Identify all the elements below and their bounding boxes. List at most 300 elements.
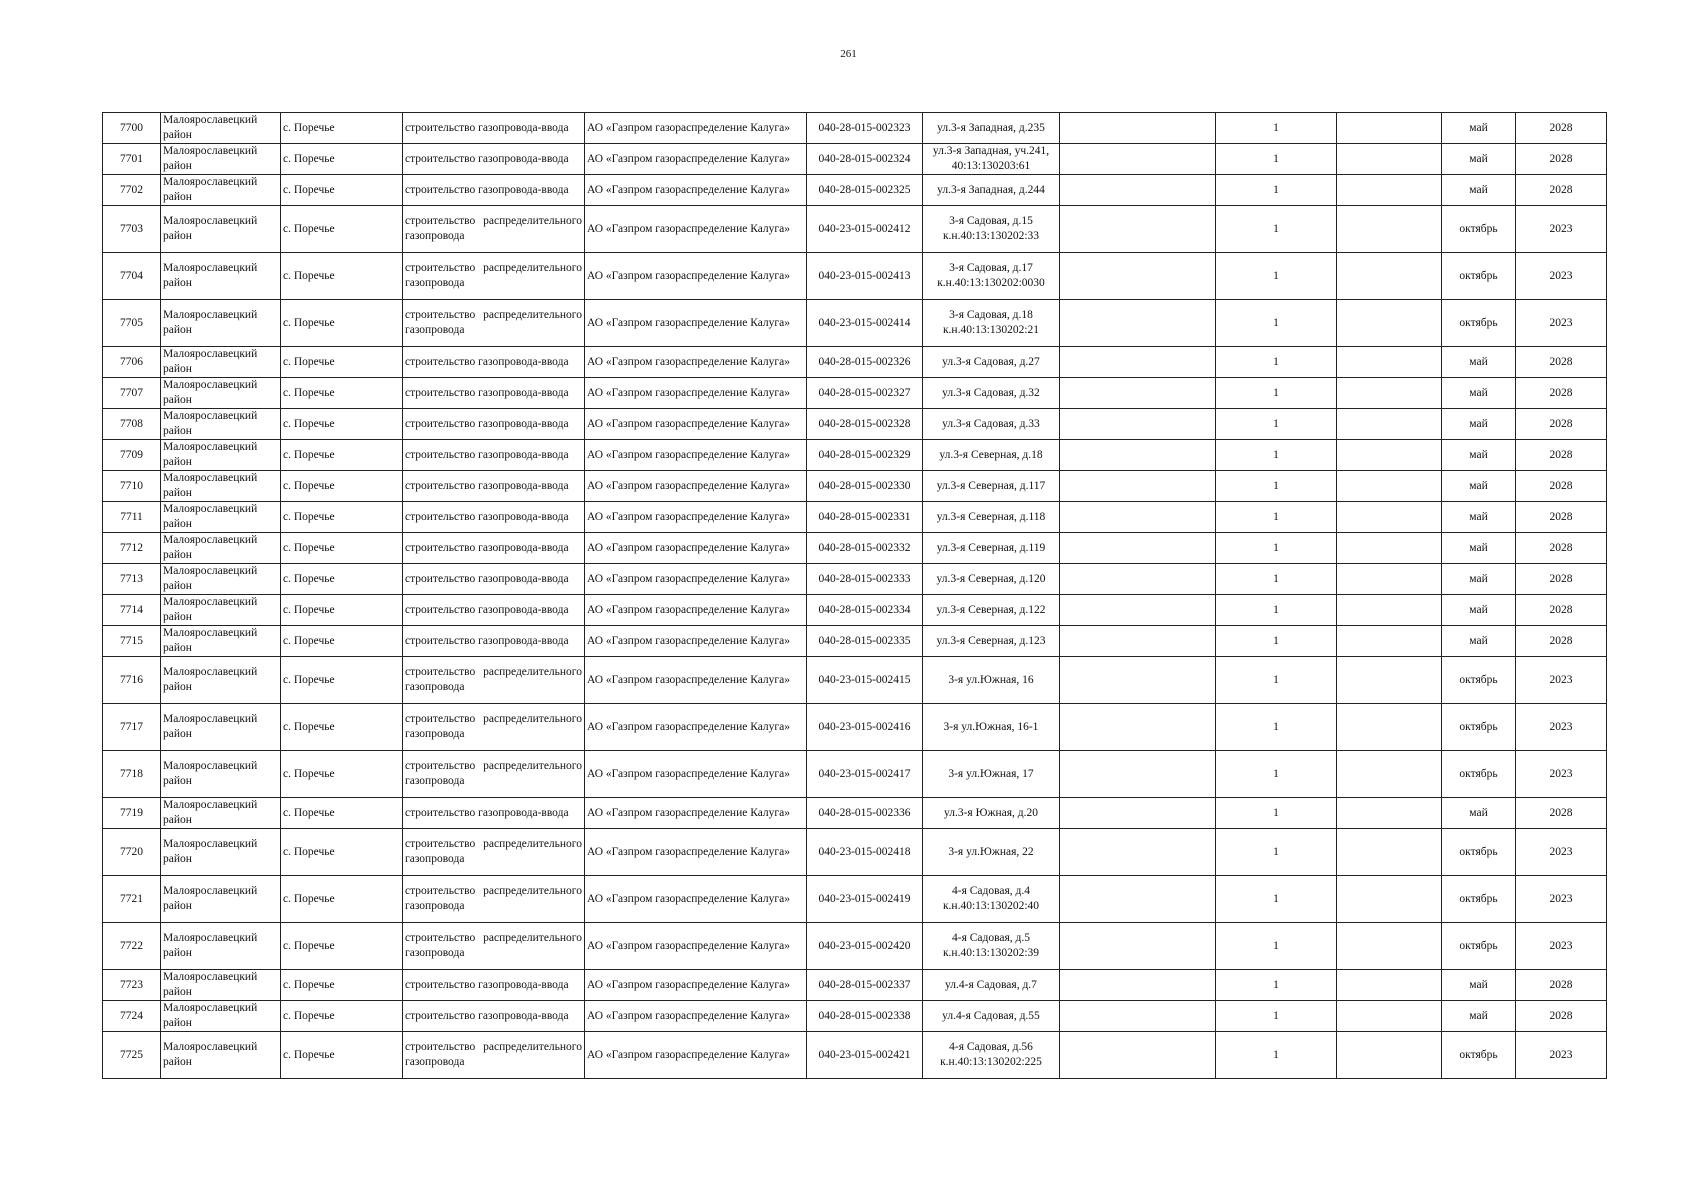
table-row <box>103 409 1607 440</box>
year-cell: 2023 <box>1516 923 1607 970</box>
table-row <box>103 175 1607 206</box>
month-cell: октябрь <box>1442 300 1516 347</box>
organization-cell: АО «Газпром газораспределение Калуга» <box>585 533 807 564</box>
empty-cell <box>1060 144 1216 175</box>
code-cell: 040-28-015-002330 <box>807 471 923 502</box>
organization-cell: АО «Газпром газораспределение Калуга» <box>585 253 807 300</box>
district-cell: Малоярославецкий район <box>161 300 281 347</box>
empty-cell <box>1060 175 1216 206</box>
empty-cell <box>1060 970 1216 1001</box>
settlement-cell: с. Поречье <box>281 564 403 595</box>
year-cell: 2028 <box>1516 595 1607 626</box>
address-cell: ул.3-я Северная, д.120 <box>923 564 1060 595</box>
district-cell: Малоярославецкий район <box>161 970 281 1001</box>
organization-cell: АО «Газпром газораспределение Калуга» <box>585 564 807 595</box>
organization-cell: АО «Газпром газораспределение Калуга» <box>585 1032 807 1079</box>
year-cell: 2023 <box>1516 751 1607 798</box>
table-row <box>103 704 1607 751</box>
code-cell: 040-23-015-002415 <box>807 657 923 704</box>
code-cell: 040-28-015-002323 <box>807 113 923 144</box>
district-cell: Малоярославецкий район <box>161 206 281 253</box>
row-number: 7706 <box>103 347 161 378</box>
address-cell: 3-я ул.Южная, 17 <box>923 751 1060 798</box>
district-cell: Малоярославецкий район <box>161 113 281 144</box>
month-cell: май <box>1442 595 1516 626</box>
table-row <box>103 378 1607 409</box>
work-type-cell: строительство распределительного газопровода <box>403 829 585 876</box>
table-row <box>103 1001 1607 1032</box>
address-cell: ул.3-я Северная, д.119 <box>923 533 1060 564</box>
year-cell: 2028 <box>1516 347 1607 378</box>
work-type-cell: строительство распределительного газопровода <box>403 300 585 347</box>
year-cell: 2023 <box>1516 206 1607 253</box>
empty-cell <box>1337 253 1442 300</box>
address-cell: ул.3-я Северная, д.18 <box>923 440 1060 471</box>
settlement-cell: с. Поречье <box>281 347 403 378</box>
registry-table <box>102 112 1607 1079</box>
district-cell: Малоярославецкий район <box>161 471 281 502</box>
row-number: 7714 <box>103 595 161 626</box>
quantity-cell: 1 <box>1216 300 1337 347</box>
work-type-cell: строительство газопровода-ввода <box>403 626 585 657</box>
empty-cell <box>1060 564 1216 595</box>
year-cell: 2028 <box>1516 113 1607 144</box>
year-cell: 2023 <box>1516 1032 1607 1079</box>
month-cell: май <box>1442 378 1516 409</box>
year-cell: 2028 <box>1516 533 1607 564</box>
year-cell: 2028 <box>1516 502 1607 533</box>
work-type-cell: строительство газопровода-ввода <box>403 798 585 829</box>
work-type-cell: строительство газопровода-ввода <box>403 533 585 564</box>
organization-cell: АО «Газпром газораспределение Калуга» <box>585 300 807 347</box>
settlement-cell: с. Поречье <box>281 829 403 876</box>
code-cell: 040-23-015-002414 <box>807 300 923 347</box>
code-cell: 040-23-015-002416 <box>807 704 923 751</box>
empty-cell <box>1060 113 1216 144</box>
table-row <box>103 206 1607 253</box>
work-type-cell: строительство газопровода-ввода <box>403 144 585 175</box>
code-cell: 040-23-015-002419 <box>807 876 923 923</box>
settlement-cell: с. Поречье <box>281 595 403 626</box>
table-row <box>103 502 1607 533</box>
empty-cell <box>1060 300 1216 347</box>
organization-cell: АО «Газпром газораспределение Калуга» <box>585 471 807 502</box>
year-cell: 2028 <box>1516 409 1607 440</box>
settlement-cell: с. Поречье <box>281 113 403 144</box>
year-cell: 2028 <box>1516 798 1607 829</box>
address-cell: 3-я ул.Южная, 22 <box>923 829 1060 876</box>
code-cell: 040-28-015-002336 <box>807 798 923 829</box>
quantity-cell: 1 <box>1216 876 1337 923</box>
settlement-cell: с. Поречье <box>281 1001 403 1032</box>
settlement-cell: с. Поречье <box>281 206 403 253</box>
work-type-cell: строительство газопровода-ввода <box>403 502 585 533</box>
empty-cell <box>1337 923 1442 970</box>
code-cell: 040-28-015-002325 <box>807 175 923 206</box>
row-number: 7713 <box>103 564 161 595</box>
district-cell: Малоярославецкий район <box>161 751 281 798</box>
quantity-cell: 1 <box>1216 751 1337 798</box>
code-cell: 040-28-015-002328 <box>807 409 923 440</box>
month-cell: май <box>1442 970 1516 1001</box>
empty-cell <box>1337 970 1442 1001</box>
empty-cell <box>1337 564 1442 595</box>
quantity-cell: 1 <box>1216 144 1337 175</box>
quantity-cell: 1 <box>1216 970 1337 1001</box>
quantity-cell: 1 <box>1216 113 1337 144</box>
quantity-cell: 1 <box>1216 253 1337 300</box>
table-row <box>103 970 1607 1001</box>
table-row <box>103 876 1607 923</box>
address-cell: ул.3-я Западная, д.235 <box>923 113 1060 144</box>
row-number: 7704 <box>103 253 161 300</box>
table-row <box>103 1032 1607 1079</box>
district-cell: Малоярославецкий район <box>161 923 281 970</box>
district-cell: Малоярославецкий район <box>161 704 281 751</box>
address-cell: ул.3-я Садовая, д.32 <box>923 378 1060 409</box>
work-type-cell: строительство газопровода-ввода <box>403 409 585 440</box>
table-row <box>103 471 1607 502</box>
code-cell: 040-23-015-002418 <box>807 829 923 876</box>
settlement-cell: с. Поречье <box>281 751 403 798</box>
address-cell: ул.3-я Южная, д.20 <box>923 798 1060 829</box>
table-row <box>103 533 1607 564</box>
table-row <box>103 300 1607 347</box>
address-cell: 4-я Садовая, д.56 к.н.40:13:130202:225 <box>923 1032 1060 1079</box>
work-type-cell: строительство распределительного газопровода <box>403 657 585 704</box>
year-cell: 2023 <box>1516 657 1607 704</box>
row-number: 7720 <box>103 829 161 876</box>
empty-cell <box>1337 657 1442 704</box>
work-type-cell: строительство газопровода-ввода <box>403 471 585 502</box>
table-body <box>103 113 1607 1079</box>
month-cell: октябрь <box>1442 704 1516 751</box>
empty-cell <box>1337 798 1442 829</box>
empty-cell <box>1337 144 1442 175</box>
address-cell: 4-я Садовая, д.4 к.н.40:13:130202:40 <box>923 876 1060 923</box>
address-cell: ул.3-я Северная, д.117 <box>923 471 1060 502</box>
row-number: 7724 <box>103 1001 161 1032</box>
code-cell: 040-28-015-002331 <box>807 502 923 533</box>
year-cell: 2028 <box>1516 144 1607 175</box>
empty-cell <box>1060 626 1216 657</box>
quantity-cell: 1 <box>1216 798 1337 829</box>
code-cell: 040-23-015-002413 <box>807 253 923 300</box>
empty-cell <box>1337 829 1442 876</box>
address-cell: ул.3-я Северная, д.118 <box>923 502 1060 533</box>
month-cell: октябрь <box>1442 206 1516 253</box>
settlement-cell: с. Поречье <box>281 300 403 347</box>
work-type-cell: строительство распределительного газопровода <box>403 1032 585 1079</box>
month-cell: октябрь <box>1442 923 1516 970</box>
settlement-cell: с. Поречье <box>281 253 403 300</box>
organization-cell: АО «Газпром газораспределение Калуга» <box>585 626 807 657</box>
month-cell: май <box>1442 533 1516 564</box>
settlement-cell: с. Поречье <box>281 1032 403 1079</box>
month-cell: октябрь <box>1442 829 1516 876</box>
address-cell: 3-я Садовая, д.15 к.н.40:13:130202:33 <box>923 206 1060 253</box>
quantity-cell: 1 <box>1216 1032 1337 1079</box>
month-cell: октябрь <box>1442 1032 1516 1079</box>
month-cell: октябрь <box>1442 253 1516 300</box>
address-cell: ул.3-я Северная, д.123 <box>923 626 1060 657</box>
settlement-cell: с. Поречье <box>281 502 403 533</box>
organization-cell: АО «Газпром газораспределение Калуга» <box>585 175 807 206</box>
code-cell: 040-28-015-002324 <box>807 144 923 175</box>
empty-cell <box>1060 471 1216 502</box>
quantity-cell: 1 <box>1216 347 1337 378</box>
quantity-cell: 1 <box>1216 378 1337 409</box>
work-type-cell: строительство распределительного газопровода <box>403 253 585 300</box>
row-number: 7723 <box>103 970 161 1001</box>
organization-cell: АО «Газпром газораспределение Калуга» <box>585 876 807 923</box>
code-cell: 040-23-015-002421 <box>807 1032 923 1079</box>
empty-cell <box>1060 657 1216 704</box>
quantity-cell: 1 <box>1216 175 1337 206</box>
settlement-cell: с. Поречье <box>281 923 403 970</box>
table-row <box>103 657 1607 704</box>
row-number: 7719 <box>103 798 161 829</box>
code-cell: 040-23-015-002412 <box>807 206 923 253</box>
month-cell: октябрь <box>1442 657 1516 704</box>
district-cell: Малоярославецкий район <box>161 595 281 626</box>
settlement-cell: с. Поречье <box>281 798 403 829</box>
address-cell: ул.3-я Садовая, д.33 <box>923 409 1060 440</box>
organization-cell: АО «Газпром газораспределение Калуга» <box>585 829 807 876</box>
settlement-cell: с. Поречье <box>281 657 403 704</box>
year-cell: 2028 <box>1516 440 1607 471</box>
table-row <box>103 923 1607 970</box>
code-cell: 040-28-015-002326 <box>807 347 923 378</box>
district-cell: Малоярославецкий район <box>161 1001 281 1032</box>
address-cell: 4-я Садовая, д.5 к.н.40:13:130202:39 <box>923 923 1060 970</box>
quantity-cell: 1 <box>1216 923 1337 970</box>
empty-cell <box>1337 595 1442 626</box>
quantity-cell: 1 <box>1216 626 1337 657</box>
address-cell: ул.4-я Садовая, д.55 <box>923 1001 1060 1032</box>
settlement-cell: с. Поречье <box>281 409 403 440</box>
address-cell: ул.3-я Северная, д.122 <box>923 595 1060 626</box>
empty-cell <box>1337 206 1442 253</box>
empty-cell <box>1060 378 1216 409</box>
district-cell: Малоярославецкий район <box>161 533 281 564</box>
code-cell: 040-28-015-002327 <box>807 378 923 409</box>
code-cell: 040-28-015-002334 <box>807 595 923 626</box>
settlement-cell: с. Поречье <box>281 876 403 923</box>
table-row <box>103 440 1607 471</box>
organization-cell: АО «Газпром газораспределение Калуга» <box>585 970 807 1001</box>
empty-cell <box>1337 378 1442 409</box>
work-type-cell: строительство газопровода-ввода <box>403 970 585 1001</box>
row-number: 7710 <box>103 471 161 502</box>
month-cell: май <box>1442 1001 1516 1032</box>
work-type-cell: строительство газопровода-ввода <box>403 378 585 409</box>
table-row <box>103 798 1607 829</box>
month-cell: май <box>1442 502 1516 533</box>
empty-cell <box>1060 1001 1216 1032</box>
settlement-cell: с. Поречье <box>281 626 403 657</box>
table-row <box>103 113 1607 144</box>
page-number: 261 <box>840 48 857 60</box>
organization-cell: АО «Газпром газораспределение Калуга» <box>585 378 807 409</box>
row-number: 7701 <box>103 144 161 175</box>
quantity-cell: 1 <box>1216 409 1337 440</box>
table-row <box>103 595 1607 626</box>
month-cell: май <box>1442 175 1516 206</box>
address-cell: 3-я Садовая, д.18 к.н.40:13:130202:21 <box>923 300 1060 347</box>
year-cell: 2028 <box>1516 626 1607 657</box>
work-type-cell: строительство распределительного газопровода <box>403 751 585 798</box>
work-type-cell: строительство распределительного газопровода <box>403 923 585 970</box>
quantity-cell: 1 <box>1216 440 1337 471</box>
row-number: 7725 <box>103 1032 161 1079</box>
district-cell: Малоярославецкий район <box>161 876 281 923</box>
district-cell: Малоярославецкий район <box>161 347 281 378</box>
code-cell: 040-23-015-002420 <box>807 923 923 970</box>
district-cell: Малоярославецкий район <box>161 378 281 409</box>
month-cell: май <box>1442 144 1516 175</box>
settlement-cell: с. Поречье <box>281 533 403 564</box>
year-cell: 2028 <box>1516 378 1607 409</box>
code-cell: 040-28-015-002335 <box>807 626 923 657</box>
table-row <box>103 829 1607 876</box>
organization-cell: АО «Газпром газораспределение Калуга» <box>585 440 807 471</box>
year-cell: 2023 <box>1516 704 1607 751</box>
empty-cell <box>1337 347 1442 378</box>
empty-cell <box>1337 300 1442 347</box>
code-cell: 040-28-015-002338 <box>807 1001 923 1032</box>
district-cell: Малоярославецкий район <box>161 440 281 471</box>
year-cell: 2023 <box>1516 876 1607 923</box>
address-cell: ул.3-я Западная, уч.241, 40:13:130203:61 <box>923 144 1060 175</box>
empty-cell <box>1060 533 1216 564</box>
quantity-cell: 1 <box>1216 471 1337 502</box>
settlement-cell: с. Поречье <box>281 378 403 409</box>
empty-cell <box>1060 347 1216 378</box>
table-row <box>103 253 1607 300</box>
empty-cell <box>1337 533 1442 564</box>
organization-cell: АО «Газпром газораспределение Калуга» <box>585 923 807 970</box>
month-cell: май <box>1442 113 1516 144</box>
district-cell: Малоярославецкий район <box>161 626 281 657</box>
empty-cell <box>1060 206 1216 253</box>
row-number: 7705 <box>103 300 161 347</box>
quantity-cell: 1 <box>1216 595 1337 626</box>
district-cell: Малоярославецкий район <box>161 564 281 595</box>
code-cell: 040-28-015-002332 <box>807 533 923 564</box>
row-number: 7702 <box>103 175 161 206</box>
row-number: 7707 <box>103 378 161 409</box>
table-row <box>103 564 1607 595</box>
settlement-cell: с. Поречье <box>281 175 403 206</box>
row-number: 7708 <box>103 409 161 440</box>
organization-cell: АО «Газпром газораспределение Калуга» <box>585 144 807 175</box>
table-row <box>103 347 1607 378</box>
district-cell: Малоярославецкий район <box>161 144 281 175</box>
empty-cell <box>1060 704 1216 751</box>
table-row <box>103 751 1607 798</box>
code-cell: 040-28-015-002337 <box>807 970 923 1001</box>
quantity-cell: 1 <box>1216 704 1337 751</box>
organization-cell: АО «Газпром газораспределение Калуга» <box>585 347 807 378</box>
address-cell: ул.3-я Садовая, д.27 <box>923 347 1060 378</box>
work-type-cell: строительство газопровода-ввода <box>403 1001 585 1032</box>
table-row <box>103 144 1607 175</box>
district-cell: Малоярославецкий район <box>161 502 281 533</box>
organization-cell: АО «Газпром газораспределение Калуга» <box>585 751 807 798</box>
quantity-cell: 1 <box>1216 1001 1337 1032</box>
row-number: 7703 <box>103 206 161 253</box>
month-cell: май <box>1442 564 1516 595</box>
year-cell: 2028 <box>1516 471 1607 502</box>
month-cell: май <box>1442 347 1516 378</box>
table-row <box>103 626 1607 657</box>
empty-cell <box>1060 440 1216 471</box>
work-type-cell: строительство газопровода-ввода <box>403 564 585 595</box>
code-cell: 040-28-015-002329 <box>807 440 923 471</box>
organization-cell: АО «Газпром газораспределение Калуга» <box>585 206 807 253</box>
work-type-cell: строительство газопровода-ввода <box>403 113 585 144</box>
month-cell: май <box>1442 440 1516 471</box>
row-number: 7717 <box>103 704 161 751</box>
quantity-cell: 1 <box>1216 657 1337 704</box>
row-number: 7722 <box>103 923 161 970</box>
empty-cell <box>1060 923 1216 970</box>
empty-cell <box>1060 829 1216 876</box>
month-cell: май <box>1442 626 1516 657</box>
row-number: 7709 <box>103 440 161 471</box>
empty-cell <box>1337 502 1442 533</box>
month-cell: май <box>1442 471 1516 502</box>
month-cell: октябрь <box>1442 876 1516 923</box>
row-number: 7718 <box>103 751 161 798</box>
row-number: 7712 <box>103 533 161 564</box>
empty-cell <box>1060 1032 1216 1079</box>
district-cell: Малоярославецкий район <box>161 409 281 440</box>
work-type-cell: строительство газопровода-ввода <box>403 175 585 206</box>
district-cell: Малоярославецкий район <box>161 175 281 206</box>
work-type-cell: строительство газопровода-ввода <box>403 595 585 626</box>
quantity-cell: 1 <box>1216 502 1337 533</box>
code-cell: 040-23-015-002417 <box>807 751 923 798</box>
year-cell: 2023 <box>1516 300 1607 347</box>
organization-cell: АО «Газпром газораспределение Калуга» <box>585 798 807 829</box>
organization-cell: АО «Газпром газораспределение Калуга» <box>585 657 807 704</box>
empty-cell <box>1337 876 1442 923</box>
row-number: 7716 <box>103 657 161 704</box>
row-number: 7715 <box>103 626 161 657</box>
empty-cell <box>1060 751 1216 798</box>
organization-cell: АО «Газпром газораспределение Калуга» <box>585 1001 807 1032</box>
work-type-cell: строительство газопровода-ввода <box>403 347 585 378</box>
district-cell: Малоярославецкий район <box>161 798 281 829</box>
empty-cell <box>1060 595 1216 626</box>
address-cell: ул.4-я Садовая, д.7 <box>923 970 1060 1001</box>
settlement-cell: с. Поречье <box>281 704 403 751</box>
address-cell: 3-я ул.Южная, 16 <box>923 657 1060 704</box>
empty-cell <box>1337 113 1442 144</box>
quantity-cell: 1 <box>1216 564 1337 595</box>
quantity-cell: 1 <box>1216 206 1337 253</box>
organization-cell: АО «Газпром газораспределение Калуга» <box>585 409 807 440</box>
organization-cell: АО «Газпром газораспределение Калуга» <box>585 113 807 144</box>
empty-cell <box>1337 471 1442 502</box>
organization-cell: АО «Газпром газораспределение Калуга» <box>585 502 807 533</box>
empty-cell <box>1060 409 1216 440</box>
work-type-cell: строительство распределительного газопровода <box>403 206 585 253</box>
empty-cell <box>1337 1032 1442 1079</box>
work-type-cell: строительство распределительного газопровода <box>403 704 585 751</box>
